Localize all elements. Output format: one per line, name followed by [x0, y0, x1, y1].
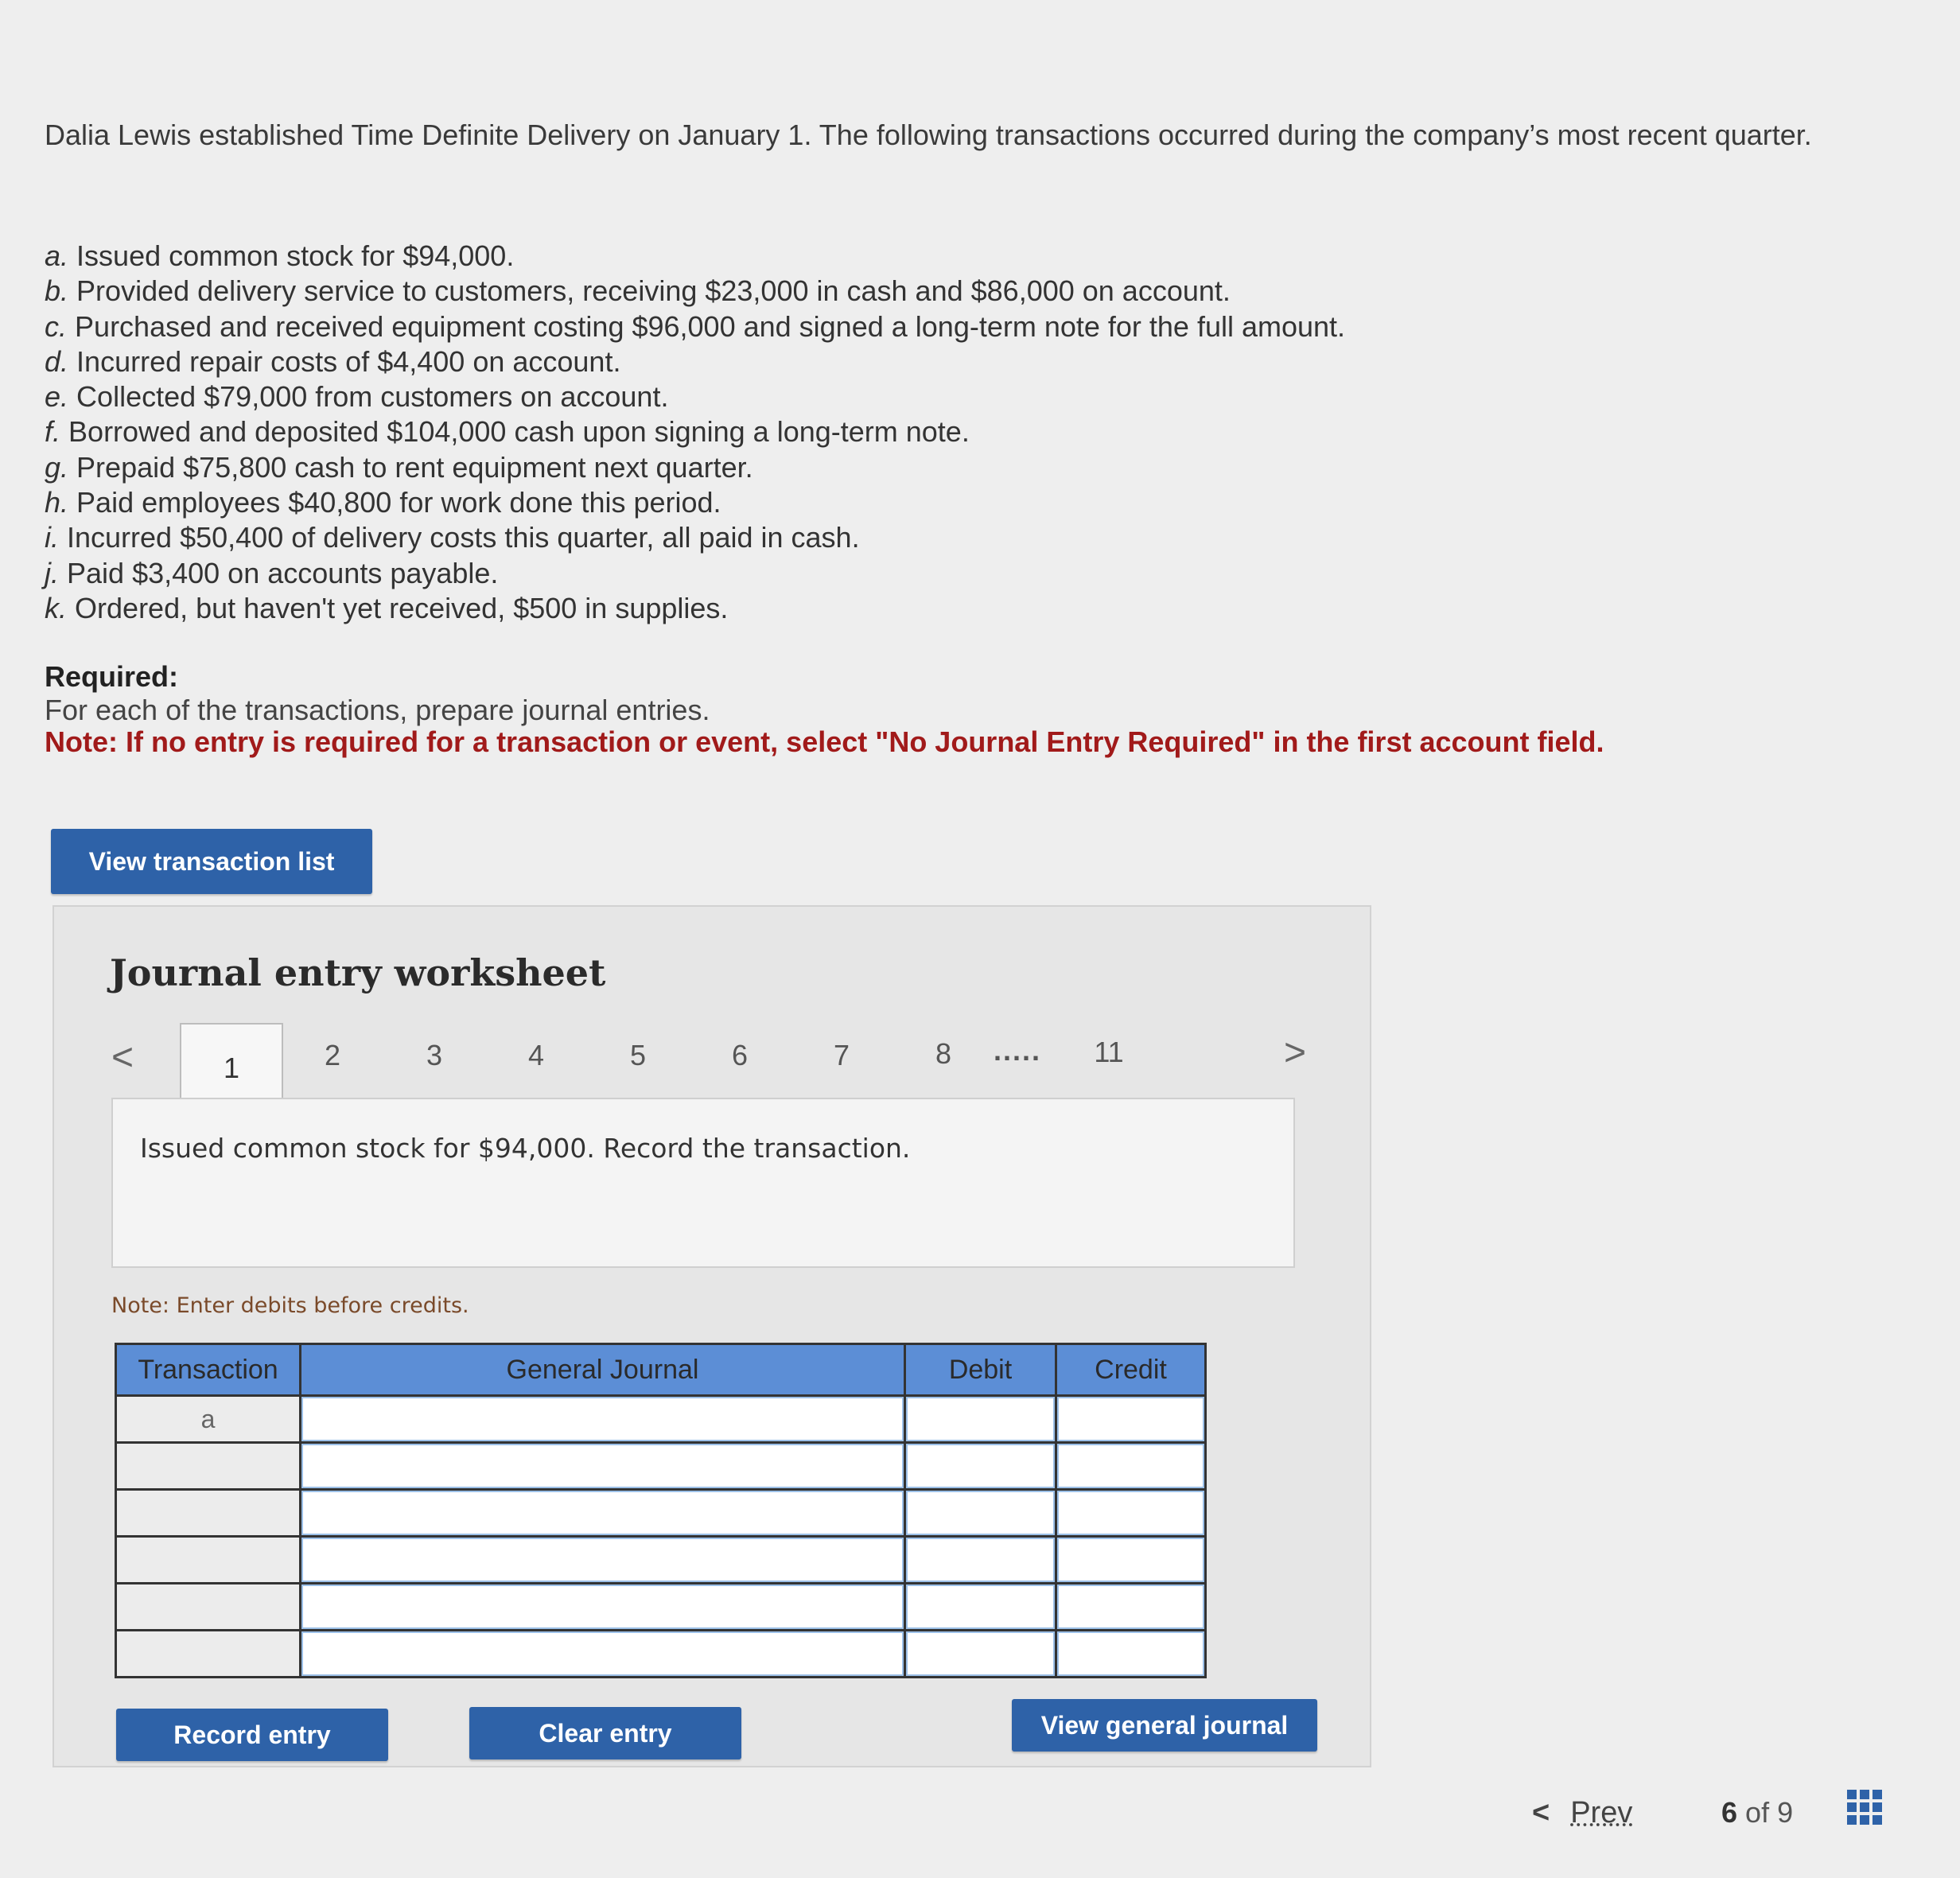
credit-input[interactable] [1057, 1584, 1204, 1629]
transaction-item-f: f. Borrowed and deposited $104,000 cash upon signing a long-term note. [45, 415, 970, 449]
transaction-cell [116, 1443, 301, 1490]
table-row [116, 1396, 1206, 1443]
credit-input[interactable] [1057, 1631, 1204, 1676]
transaction-item-d: d. Incurred repair costs of $4,400 on account. [45, 344, 621, 378]
account-cell [301, 1584, 905, 1631]
account-select[interactable] [301, 1631, 904, 1676]
account-select[interactable] [301, 1538, 904, 1582]
account-cell [301, 1396, 905, 1443]
account-cell [301, 1631, 905, 1678]
credit-input[interactable] [1057, 1397, 1204, 1441]
transaction-description-box [111, 1098, 1295, 1268]
pager-page-2[interactable]: 2 [324, 1039, 341, 1071]
account-select[interactable] [301, 1584, 904, 1629]
table-row [116, 1537, 1206, 1584]
pager-page-8[interactable]: 8 [935, 1037, 952, 1070]
debit-input[interactable] [906, 1444, 1055, 1488]
credit-cell [1056, 1537, 1206, 1584]
table-row [116, 1631, 1206, 1678]
pager-ellipsis: ..... [993, 1034, 1041, 1067]
debit-input[interactable] [906, 1584, 1055, 1629]
debit-input[interactable] [906, 1491, 1055, 1535]
table-row [116, 1490, 1206, 1537]
debit-input[interactable] [906, 1631, 1055, 1676]
pager-page-1[interactable]: 1 [180, 1023, 283, 1112]
column-header-debit: Debit [905, 1344, 1056, 1396]
clear-entry-button[interactable]: Clear entry [469, 1707, 741, 1759]
prev-label: Prev [1570, 1796, 1633, 1829]
credit-input[interactable] [1057, 1444, 1204, 1488]
transaction-cell [116, 1490, 301, 1537]
account-cell [301, 1490, 905, 1537]
view-general-journal-button[interactable]: View general journal [1012, 1699, 1317, 1752]
credit-input[interactable] [1057, 1538, 1204, 1582]
account-cell [301, 1537, 905, 1584]
pager-page-6[interactable]: 6 [731, 1039, 749, 1071]
account-select[interactable] [301, 1491, 904, 1535]
credit-input[interactable] [1057, 1491, 1204, 1535]
pager-next-icon[interactable]: > [1284, 1032, 1307, 1074]
required-note: Note: If no entry is required for a transaction or event, select "No Journal Entry Required" in the first account field. [45, 725, 1604, 758]
prev-button[interactable] [1532, 1796, 1632, 1830]
chevron-left-icon: < [1532, 1796, 1550, 1829]
journal-table [115, 1343, 1207, 1678]
column-header-credit: Credit [1056, 1344, 1206, 1396]
transaction-item-b: b. Provided delivery service to customers, receiving $23,000 in cash and $86,000 on account. [45, 274, 1231, 308]
debit-cell [905, 1631, 1056, 1678]
account-select[interactable] [301, 1397, 904, 1441]
credit-cell [1056, 1396, 1206, 1443]
transaction-cell [116, 1584, 301, 1631]
debit-cell [905, 1537, 1056, 1584]
transaction-item-a: a. Issued common stock for $94,000. [45, 239, 515, 272]
credit-cell [1056, 1490, 1206, 1537]
record-entry-button[interactable]: Record entry [116, 1709, 388, 1761]
credit-cell [1056, 1443, 1206, 1490]
pager-page-3[interactable]: 3 [426, 1039, 443, 1071]
transaction-item-h: h. Paid employees $40,800 for work done this period. [45, 486, 721, 519]
transaction-item-j: j. Paid $3,400 on accounts payable. [45, 556, 499, 589]
debit-input[interactable] [906, 1538, 1055, 1582]
account-select[interactable] [301, 1444, 904, 1488]
view-transaction-list-button[interactable]: View transaction list [51, 829, 372, 894]
table-row [116, 1584, 1206, 1631]
debit-cell [905, 1443, 1056, 1490]
column-header-general-journal: General Journal [301, 1344, 905, 1396]
transaction-item-e: e. Collected $79,000 from customers on account. [45, 380, 669, 414]
debit-cell [905, 1490, 1056, 1537]
transaction-cell [116, 1631, 301, 1678]
debits-credits-note: Note: Enter debits before credits. [111, 1293, 469, 1318]
transaction-cell [116, 1537, 301, 1584]
required-text: For each of the transactions, prepare journal entries. [45, 694, 710, 726]
debit-cell [905, 1584, 1056, 1631]
credit-cell [1056, 1584, 1206, 1631]
question-counter: 6 of 9 [1721, 1796, 1794, 1829]
debit-input[interactable] [906, 1397, 1055, 1441]
required-title: Required: [45, 660, 179, 693]
credit-cell [1056, 1631, 1206, 1678]
pager-page-4[interactable]: 4 [527, 1039, 545, 1071]
pager-page-11[interactable]: 11 [1094, 1036, 1124, 1068]
transaction-item-c: c. Purchased and received equipment costing $96,000 and signed a long-term note for the full amount. [45, 309, 1346, 343]
pager-page-5[interactable]: 5 [629, 1039, 647, 1071]
column-header-transaction: Transaction [116, 1344, 301, 1396]
problem-intro: Dalia Lewis established Time Definite Delivery on January 1. The following transactions occurred during the company’s most recent quarter. [45, 119, 1812, 151]
pager-prev-icon[interactable]: < [111, 1036, 134, 1079]
transaction-list [45, 239, 1345, 626]
transaction-item-i: i. Incurred $50,400 of delivery costs this quarter, all paid in cash. [45, 521, 860, 554]
transaction-description: Issued common stock for $94,000. Record the transaction. [140, 1133, 911, 1164]
transaction-item-g: g. Prepaid $75,800 cash to rent equipment next quarter. [45, 450, 753, 484]
debit-cell [905, 1396, 1056, 1443]
transaction-item-k: k. Ordered, but haven't yet received, $500 in supplies. [45, 591, 729, 624]
question-grid-icon[interactable] [1847, 1790, 1882, 1825]
table-row [116, 1443, 1206, 1490]
transaction-cell: a [116, 1396, 301, 1443]
pager-page-7[interactable]: 7 [833, 1039, 850, 1071]
account-cell [301, 1443, 905, 1490]
worksheet-title: Journal entry worksheet [110, 951, 606, 994]
